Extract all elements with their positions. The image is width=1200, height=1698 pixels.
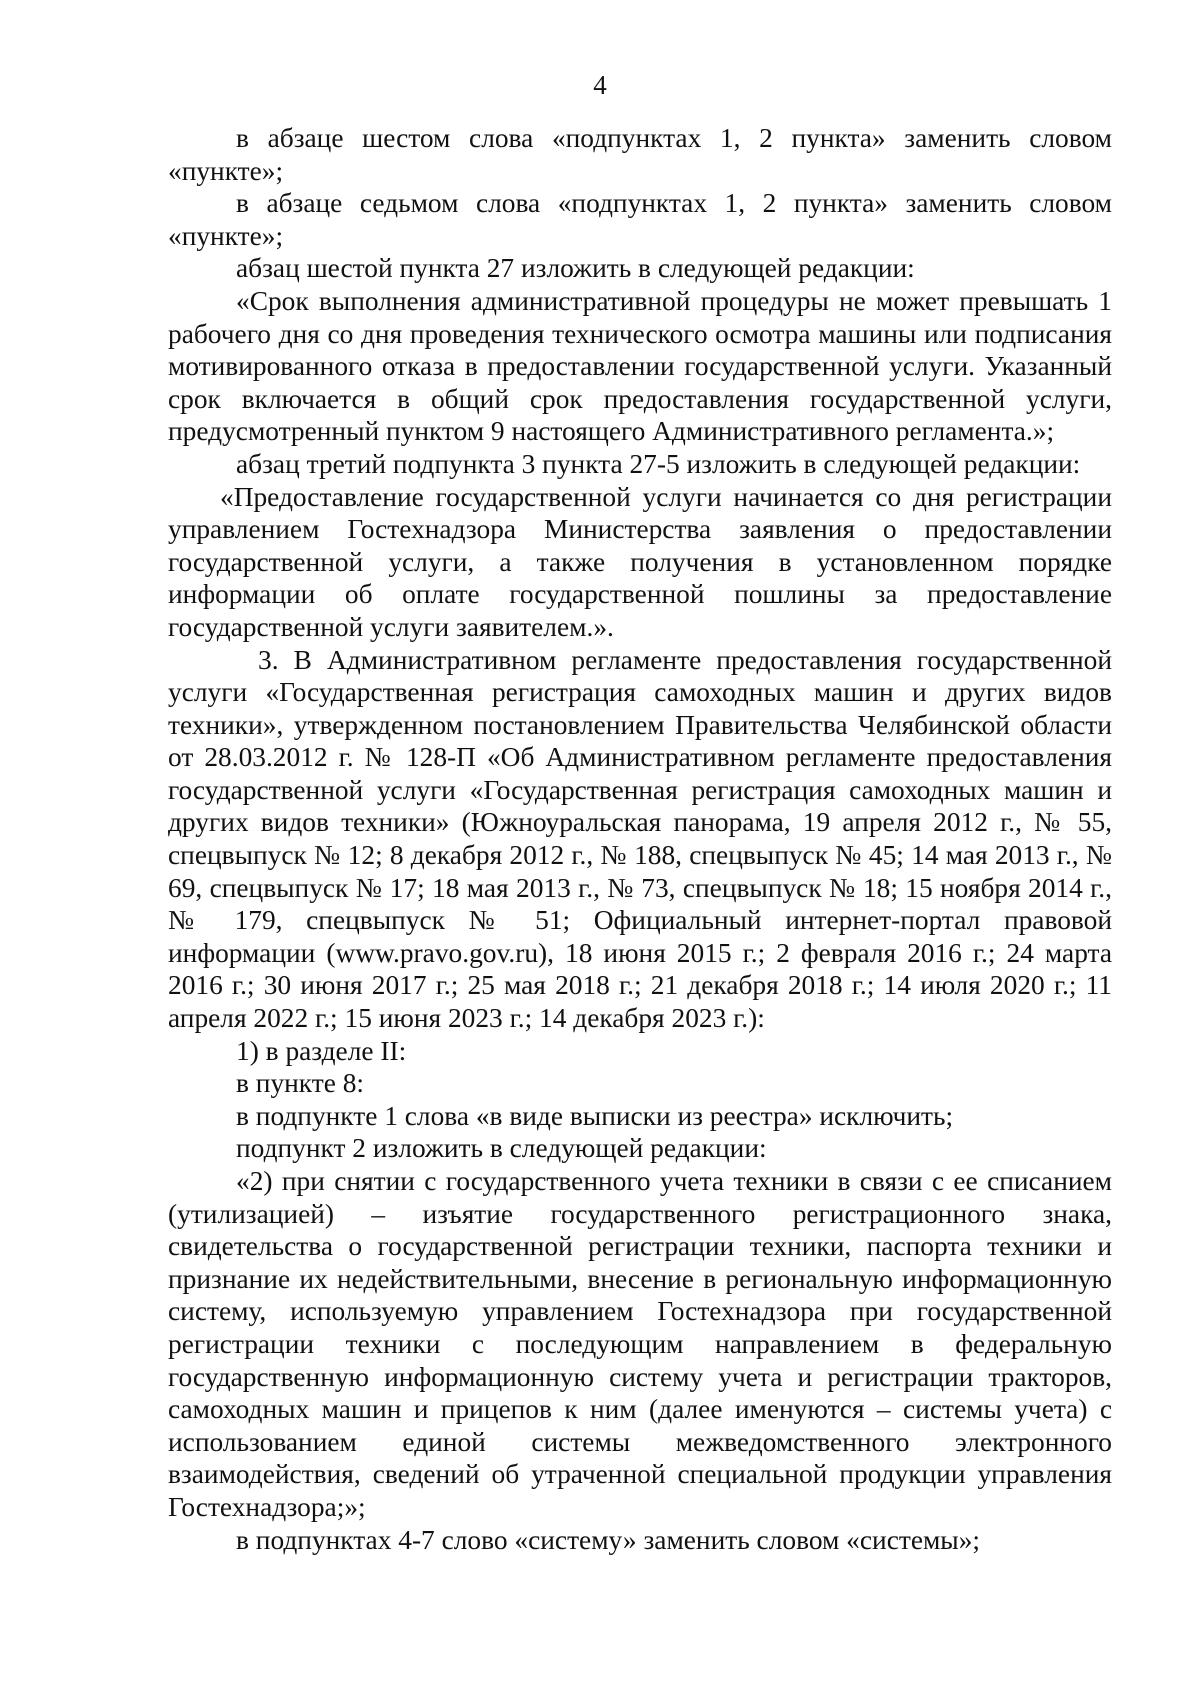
paragraph: в абзаце седьмом слова «подпунктах 1, 2 пункта» заменить словом «пункте»; bbox=[168, 188, 1112, 251]
quoted-paragraph: «2) при снятии с государственного учета техники в связи с ее списанием (утилизацией) – изъятие государственного регистрационного знака, свидетельства о государственной регистрации техники, паспорта техники и признание их недействительными, внесение в региональную информационную систему, используемую управлением Гостехнадзора при государственной регистрации техники с последующим направлением в федеральную государственную информационную систему учета и регистрации тракторов, самоходных машин и прицепов к ним (далее именуются – системы учета) с использованием единой системы межведомственного электронного взаимодействия, сведений об утраченной специальной продукции управления Гостехнадзора;»; bbox=[168, 1166, 1112, 1522]
numbered-paragraph: 3. В Административном регламенте предоставления государственной услуги «Государственная регистрация самоходных машин и других видов техники», утвержденном постановлением Правительства Челябинской области от 28.03.2012 г. № 128-П «Об Административном регламенте предоставления государственной услуги «Государственная регистрация самоходных машин и других видов техники» (Южноуральская панорама, 19 апреля 2012 г., № 55, спецвыпуск № 12; 8 декабря 2012 г., № 188, спецвыпуск № 45; 14 мая 2013 г., № 69, спецвыпуск № 17; 18 мая 2013 г., № 73, спецвыпуск № 18; 15 ноября 2014 г., № 179, спецвыпуск № 51; Официальный интернет-портал правовой информации (www.pravo.gov.ru), 18 июня 2015 г.; 2 февраля 2016 г.; 24 марта 2016 г.; 30 июня 2017 г.; 25 мая 2018 г.; 21 декабря 2018 г.; 14 июля 2020 г.; 11 апреля 2022 г.; 15 июня 2023 г.; 14 декабря 2023 г.): bbox=[168, 644, 1112, 1034]
paragraph: в пункте 8: bbox=[236, 1068, 365, 1099]
paragraph: 1) в разделе II: bbox=[236, 1035, 407, 1066]
quoted-paragraph: «Предоставление государственной услуги начинается со дня регистрации управлением Гостехнадзора Министерства заявления о предоставлении государственной услуги, а также получения в установленном порядке информации об оплате государственной пошлины за предоставление государственной услуги заявителем.». bbox=[168, 481, 1112, 642]
paragraph: абзац шестой пункта 27 изложить в следующей редакции: bbox=[236, 253, 915, 284]
quoted-paragraph: «Срок выполнения административной процедуры не может превышать 1 рабочего дня со дня проведения технического осмотра машины или подписания мотивированного отказа в предоставлении государственной услуги. Указанный срок включается в общий срок предоставления государственной услуги, предусмотренный пунктом 9 настоящего Административного регламента.»; bbox=[168, 285, 1112, 447]
document-body bbox=[168, 122, 1112, 1556]
paragraph: абзац третий подпункта 3 пункта 27-5 изложить в следующей редакции: bbox=[236, 448, 1081, 479]
paragraph: в подпунктах 4-7 слово «систему» заменить словом «системы»; bbox=[236, 1524, 981, 1555]
paragraph: в подпункте 1 слова «в виде выписки из реестра» исключить; bbox=[236, 1100, 954, 1131]
paragraph: в абзаце шестом слова «подпунктах 1, 2 пункта» заменить словом «пункте»; bbox=[168, 123, 1112, 186]
paragraph: подпункт 2 изложить в следующей редакции: bbox=[236, 1133, 767, 1164]
page-number: 4 bbox=[593, 70, 607, 100]
